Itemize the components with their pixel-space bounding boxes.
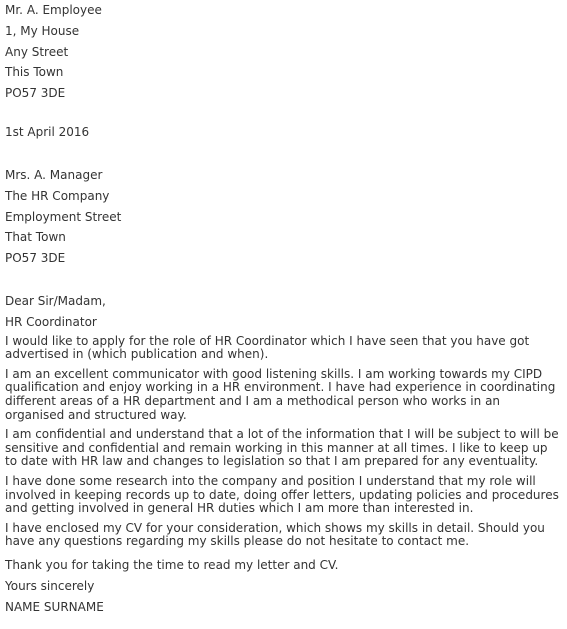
sender-street: Any Street [5, 44, 69, 59]
recipient-town: That Town [5, 230, 66, 245]
sender-name: Mr. A. Employee [5, 3, 102, 17]
recipient-address [5, 165, 121, 269]
sender-postcode: PO57 3DE [5, 86, 66, 101]
paragraph-application: I would like to apply for the role of HR Coordinator which I have seen that you have got advertised in (which publication and when). [5, 333, 530, 362]
paragraph-skills: I am an excellent communicator with good listening skills. I am working towards my CIPD qualification and enjoy working in a HR environment. I have had experience in coordinating different areas of a HR department and I am a methodical person who works in an organised and structured way. [5, 366, 556, 422]
sender-house: 1, My House [5, 23, 80, 38]
sender-town: This Town [5, 65, 64, 80]
sender-address [5, 0, 102, 104]
recipient-name: Mrs. A. Manager [5, 168, 103, 182]
salutation: Dear Sir/Madam, [5, 294, 106, 308]
recipient-postcode: PO57 3DE [5, 251, 66, 266]
recipient-street: Employment Street [5, 209, 122, 224]
paragraph-thanks: Thank you for taking the time to read my letter and CV. [5, 557, 339, 572]
letter-body [5, 291, 561, 617]
paragraph-cv: I have enclosed my CV for your consideration, which shows my skills in detail. Should you have any questions regarding my skills please do not hesitate to contact me. [5, 520, 545, 549]
paragraph-confidentiality: I am confidential and understand that a lot of the information that I will be subject to will be sensitive and confidential and remain working in this manner at all times. I like to keep up to date with HR law and changes to legislation so that I am prepared for any eventuality. [5, 427, 559, 469]
subject-line: HR Coordinator [5, 314, 97, 329]
recipient-company: The HR Company [5, 188, 110, 203]
closing: Yours sincerely [5, 578, 95, 593]
letter-date: 1st April 2016 [5, 125, 90, 139]
signature: NAME SURNAME [5, 599, 104, 614]
paragraph-research: I have done some research into the company and position I understand that my role will involved in keeping records up to date, doing offer letters, updating policies and procedures and getting involved in general HR duties which I am more than interested in. [5, 473, 559, 516]
